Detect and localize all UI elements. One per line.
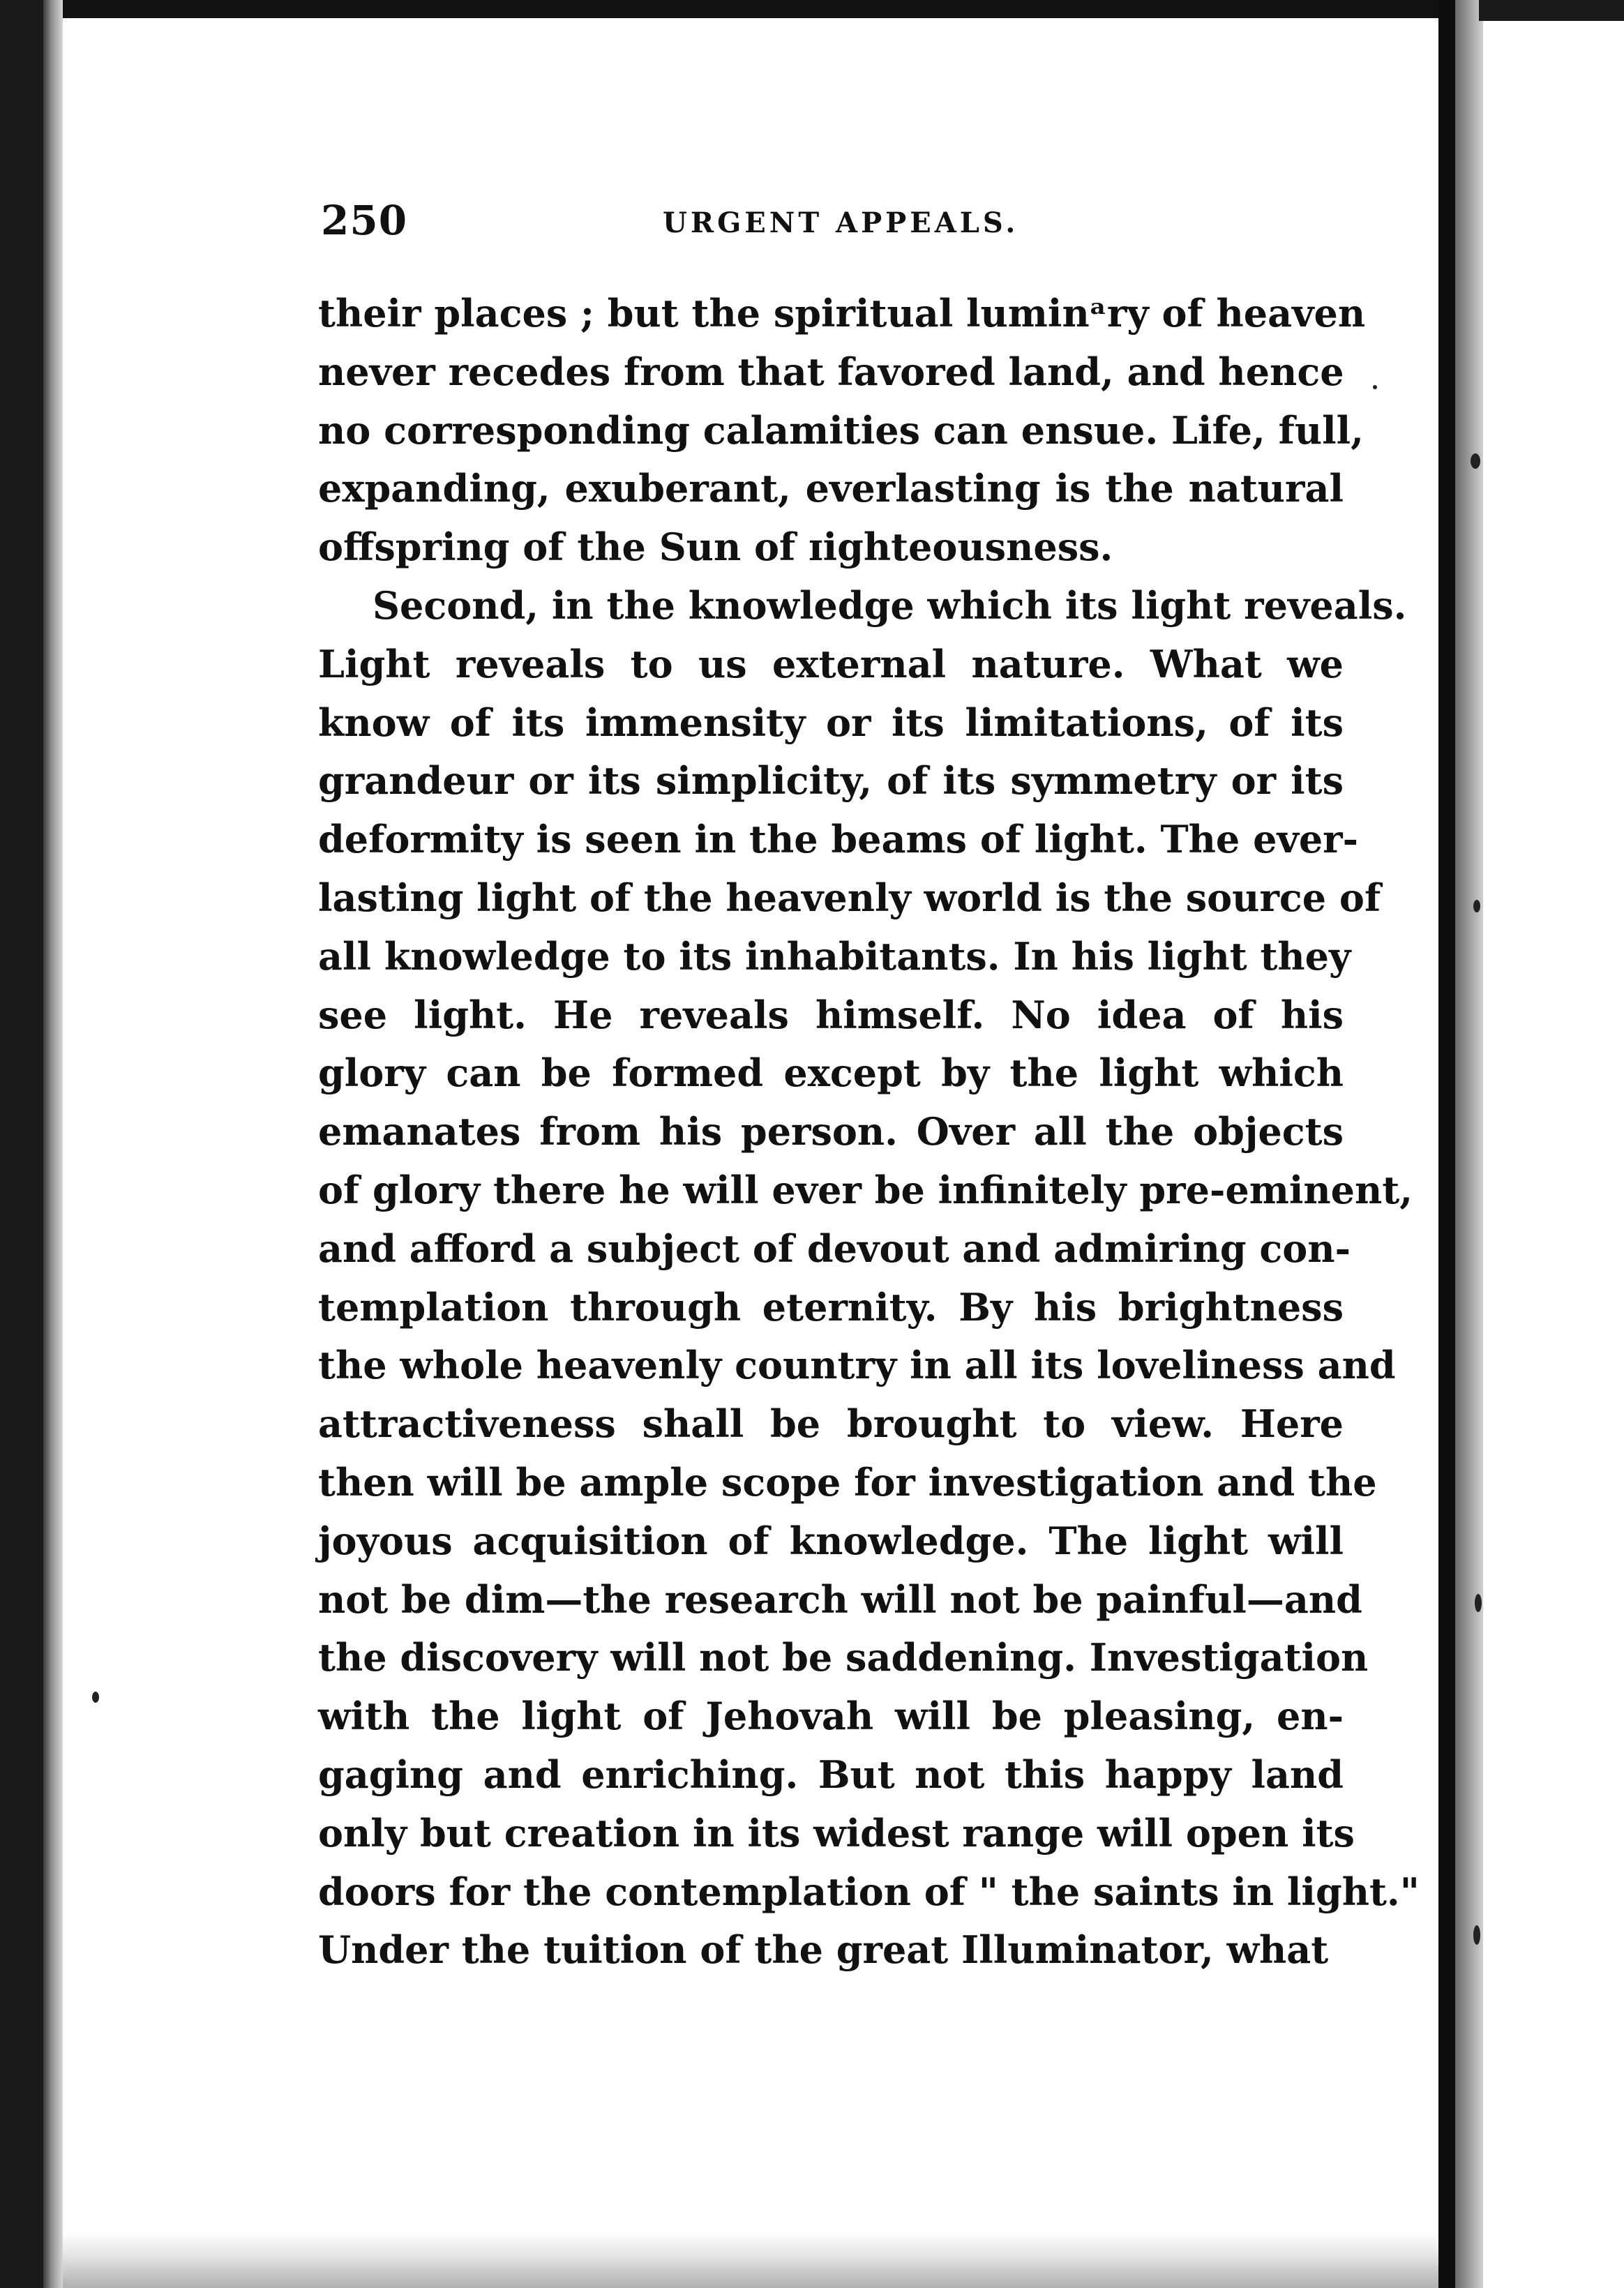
running-head xyxy=(321,197,1346,246)
scan-top-border xyxy=(0,0,1624,18)
text-line: expanding, exuberant, everlasting is the natural xyxy=(318,466,1344,511)
text-line: the discovery will not be saddening. Investigation xyxy=(318,1635,1369,1680)
text-line: and afford a subject of devout and admiring con- xyxy=(318,1226,1351,1271)
text-line: with the light of Jehovah will be pleasing, en- xyxy=(318,1694,1344,1739)
text-line: then will be ample scope for investigation and the xyxy=(318,1459,1377,1505)
text-line: attractiveness shall be brought to view. Here xyxy=(318,1401,1344,1447)
text-line: never recedes from that favored land, and hence xyxy=(318,349,1344,394)
next-page-top-border xyxy=(1479,0,1624,21)
binding-gutter-shadow xyxy=(1455,0,1483,2288)
text-line: the whole heavenly country in all its loveliness and xyxy=(318,1343,1396,1388)
binding-gutter xyxy=(1438,0,1455,2288)
next-page-sliver xyxy=(1483,21,1624,2288)
scan-speck xyxy=(1473,900,1480,912)
text-line: grandeur or its simplicity, of its symmetry or its xyxy=(318,758,1344,804)
text-line: not be dim—the research will not be painful—and xyxy=(318,1576,1362,1622)
text-line: of glory there he will ever be infinitely pre-eminent, xyxy=(318,1167,1413,1212)
text-line: Light reveals to us external nature. What we xyxy=(318,641,1344,686)
text-line: lasting light of the heavenly world is the source of xyxy=(318,875,1381,920)
scan-left-border xyxy=(0,0,43,2288)
scan-speck xyxy=(1475,1594,1482,1612)
running-title: URGENT APPEALS. xyxy=(663,206,1019,239)
text-line: know of its immensity or its limitations, of its xyxy=(318,700,1344,745)
scan-speck xyxy=(1471,453,1480,469)
scan-speck xyxy=(92,1692,99,1703)
text-line: their places ; but the spiritual luminᵃry of heaven xyxy=(318,291,1366,336)
text-line: only but creation in its widest range will open its xyxy=(318,1810,1355,1856)
body-text xyxy=(318,285,1420,1980)
scan-speck xyxy=(1473,1925,1480,1945)
text-line: Second, in the knowledge which its light reveals. xyxy=(373,582,1407,628)
text-line: no corresponding calamities can ensue. Life, full, xyxy=(318,407,1364,453)
text-line: templation through eternity. By his brightness xyxy=(318,1284,1344,1330)
page-number: 250 xyxy=(321,197,408,244)
text-line: gaging and enriching. But not this happy land xyxy=(318,1752,1344,1797)
page-left-shadow xyxy=(43,0,63,2288)
text-line: emanates from his person. Over all the objects xyxy=(318,1109,1344,1154)
text-line: deformity is seen in the beams of light. The ever- xyxy=(318,817,1359,862)
text-line: glory can be formed except by the light which xyxy=(318,1051,1344,1096)
text-line: offspring of the Sun of ɪighteousness. xyxy=(318,525,1113,570)
text-line: joyous acquisition of knowledge. The light will xyxy=(318,1518,1344,1563)
page-bottom-shadow xyxy=(63,2232,1458,2288)
text-line: doors for the contemplation of " the saints in light." xyxy=(318,1869,1420,1914)
text-line: all knowledge to its inhabitants. In his light they xyxy=(318,933,1351,979)
scan-speck xyxy=(1373,385,1377,389)
text-line: Under the tuition of the great Illuminator, what xyxy=(318,1927,1329,1973)
text-line: see light. He reveals himself. No idea of his xyxy=(318,992,1344,1037)
